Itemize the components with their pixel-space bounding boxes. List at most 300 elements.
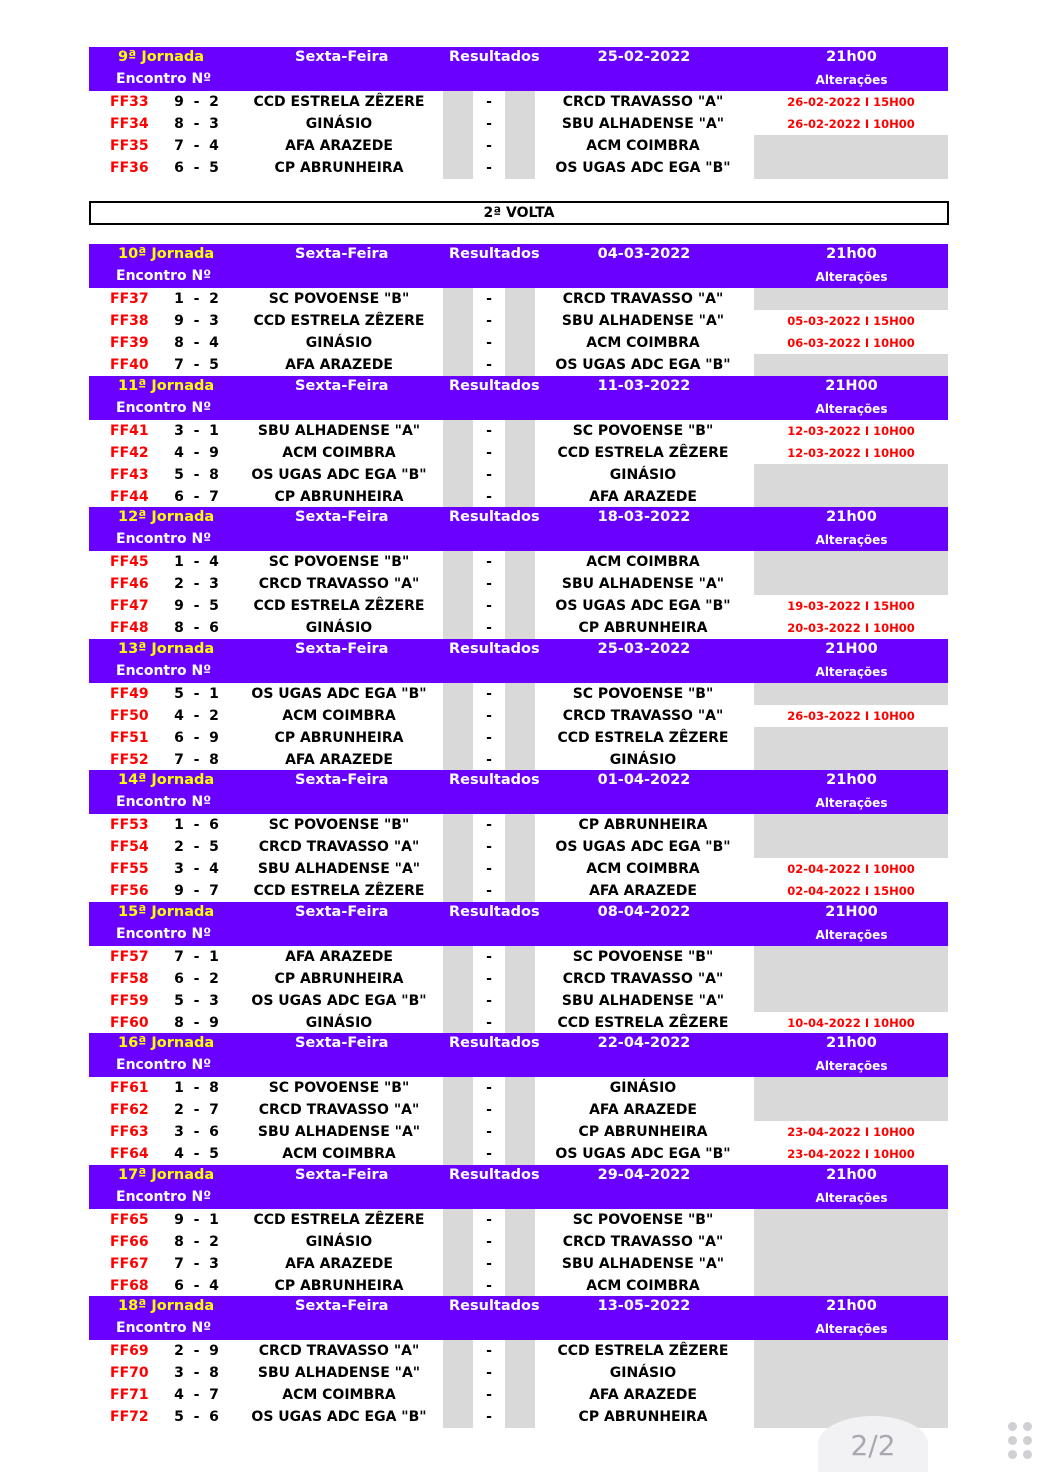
round-title: 17ª Jornada (118, 1167, 215, 1183)
match-row (89, 968, 948, 990)
round-date: 08-04-2022 (597, 904, 691, 920)
home-team: GINÁSIO (305, 620, 373, 636)
match-row (89, 1340, 948, 1362)
seed-separator: - (193, 620, 200, 636)
result-value: - (486, 861, 492, 877)
match-row (89, 91, 948, 113)
home-team: GINÁSIO (305, 1234, 373, 1250)
round-date: 25-02-2022 (597, 49, 691, 65)
home-team: CP ABRUNHEIRA (274, 160, 404, 176)
home-seed: 7 (174, 357, 184, 373)
changes-cell (754, 836, 948, 858)
changes-cell (754, 135, 948, 157)
changes-cell (754, 749, 948, 771)
home-team: ACM COIMBRA (282, 1146, 396, 1162)
result-value: - (486, 489, 492, 505)
changes-label: Alterações (815, 665, 888, 679)
home-seed: 6 (174, 971, 184, 987)
results-label: Resultados (449, 772, 540, 788)
match-code: FF70 (110, 1365, 149, 1381)
results-label: Resultados (449, 49, 540, 65)
match-row (89, 354, 948, 376)
home-team: CP ABRUNHEIRA (274, 1278, 404, 1294)
home-team: SBU ALHADENSE "A" (257, 1124, 421, 1140)
changes-cell (754, 573, 948, 595)
changes-cell (754, 1253, 948, 1275)
home-seed: 6 (174, 730, 184, 746)
away-team: SC POVOENSE "B" (572, 686, 714, 702)
changes-cell (754, 354, 948, 376)
away-team: CCD ESTRELA ZÊZERE (557, 1343, 729, 1359)
seed-separator: - (193, 993, 200, 1009)
changes-label: Alterações (815, 402, 888, 416)
home-team: SC POVOENSE "B" (268, 291, 410, 307)
match-code: FF56 (110, 883, 149, 899)
away-seed: 9 (209, 730, 219, 746)
match-code: FF59 (110, 993, 149, 1009)
away-team: GINÁSIO (609, 1365, 677, 1381)
home-seed: 1 (174, 291, 184, 307)
away-seed: 9 (209, 445, 219, 461)
home-seed: 6 (174, 489, 184, 505)
seed-separator: - (193, 1234, 200, 1250)
away-team: OS UGAS ADC EGA "B" (555, 160, 731, 176)
match-row (89, 727, 948, 749)
match-row (89, 1275, 948, 1297)
away-seed: 5 (209, 357, 219, 373)
round-title: 10ª Jornada (118, 246, 215, 262)
round-header (89, 639, 948, 683)
match-code: FF54 (110, 839, 149, 855)
match-code: FF67 (110, 1256, 149, 1272)
seed-separator: - (193, 598, 200, 614)
result-value: - (486, 1212, 492, 1228)
match-code: FF62 (110, 1102, 149, 1118)
away-seed: 6 (209, 620, 219, 636)
change-note: 26-03-2022 I 10H00 (787, 709, 915, 723)
changes-cell (754, 1340, 948, 1362)
round-title: 16ª Jornada (118, 1035, 215, 1051)
seed-separator: - (193, 1387, 200, 1403)
match-code: FF34 (110, 116, 149, 132)
seed-separator: - (193, 752, 200, 768)
changes-cell (754, 1099, 948, 1121)
changes-cell (754, 464, 948, 486)
seed-separator: - (193, 1409, 200, 1425)
seed-separator: - (193, 1102, 200, 1118)
away-seed: 1 (209, 1212, 219, 1228)
changes-label: Alterações (815, 270, 888, 284)
home-team: OS UGAS ADC EGA "B" (251, 686, 427, 702)
changes-label: Alterações (815, 928, 888, 942)
match-code: FF36 (110, 160, 149, 176)
round-block (89, 244, 948, 376)
home-seed: 2 (174, 1102, 184, 1118)
away-team: CRCD TRAVASSO "A" (562, 971, 724, 987)
away-team: SBU ALHADENSE "A" (561, 576, 725, 592)
away-team: AFA ARAZEDE (589, 883, 697, 899)
changes-cell (754, 157, 948, 179)
match-row (89, 705, 948, 727)
home-seed: 7 (174, 949, 184, 965)
match-row (89, 1406, 948, 1428)
home-seed: 2 (174, 839, 184, 855)
home-team: CRCD TRAVASSO "A" (258, 839, 420, 855)
encounter-label: Encontro Nº (116, 71, 212, 87)
match-row (89, 113, 948, 135)
match-code: FF33 (110, 94, 149, 110)
seed-separator: - (193, 138, 200, 154)
change-note: 26-02-2022 I 10H00 (787, 117, 915, 131)
home-team: CCD ESTRELA ZÊZERE (253, 94, 425, 110)
seed-separator: - (193, 489, 200, 505)
round-time: 21H00 (825, 378, 878, 394)
result-value: - (486, 1234, 492, 1250)
result-value: - (486, 1278, 492, 1294)
changes-label: Alterações (815, 73, 888, 87)
round-time: 21h00 (826, 1035, 877, 1051)
away-seed: 3 (209, 993, 219, 1009)
day-label: Sexta-Feira (295, 772, 389, 788)
change-note: 26-02-2022 I 15H00 (787, 95, 915, 109)
home-team: SC POVOENSE "B" (268, 1080, 410, 1096)
round-header (89, 770, 948, 814)
result-value: - (486, 467, 492, 483)
changes-label: Alterações (815, 796, 888, 810)
seed-separator: - (193, 313, 200, 329)
result-value: - (486, 1102, 492, 1118)
seed-separator: - (193, 686, 200, 702)
seed-separator: - (193, 1124, 200, 1140)
seed-separator: - (193, 1343, 200, 1359)
round-header (89, 1165, 948, 1209)
away-seed: 9 (209, 1343, 219, 1359)
results-label: Resultados (449, 509, 540, 525)
match-row (89, 1253, 948, 1275)
round-date: 25-03-2022 (597, 641, 691, 657)
round-time: 21h00 (826, 772, 877, 788)
seed-separator: - (193, 1146, 200, 1162)
away-seed: 8 (209, 1365, 219, 1381)
encounter-label: Encontro Nº (116, 926, 212, 942)
drag-handle-icon[interactable] (1008, 1422, 1038, 1468)
home-seed: 5 (174, 686, 184, 702)
match-row (89, 288, 948, 310)
away-team: CP ABRUNHEIRA (578, 817, 708, 833)
result-value: - (486, 554, 492, 570)
changes-cell (754, 968, 948, 990)
away-team: SBU ALHADENSE "A" (561, 116, 725, 132)
changes-cell (754, 551, 948, 573)
seed-separator: - (193, 817, 200, 833)
seed-separator: - (193, 730, 200, 746)
seed-separator: - (193, 839, 200, 855)
away-seed: 7 (209, 1102, 219, 1118)
away-team: SBU ALHADENSE "A" (561, 993, 725, 1009)
match-code: FF55 (110, 861, 149, 877)
match-row (89, 858, 948, 880)
home-seed: 7 (174, 752, 184, 768)
result-value: - (486, 445, 492, 461)
change-note: 06-03-2022 I 10H00 (787, 336, 915, 350)
match-row (89, 551, 948, 573)
round-header (89, 376, 948, 420)
round-date: 22-04-2022 (597, 1035, 691, 1051)
away-team: CP ABRUNHEIRA (578, 1124, 708, 1140)
match-row (89, 442, 948, 464)
seed-separator: - (193, 1080, 200, 1096)
match-row (89, 332, 948, 354)
changes-label: Alterações (815, 1059, 888, 1073)
home-team: CP ABRUNHEIRA (274, 730, 404, 746)
seed-separator: - (193, 335, 200, 351)
encounter-label: Encontro Nº (116, 400, 212, 416)
home-seed: 9 (174, 94, 184, 110)
match-code: FF66 (110, 1234, 149, 1250)
seed-separator: - (193, 708, 200, 724)
day-label: Sexta-Feira (295, 1035, 389, 1051)
home-team: SBU ALHADENSE "A" (257, 423, 421, 439)
result-value: - (486, 357, 492, 373)
match-row (89, 836, 948, 858)
away-seed: 2 (209, 971, 219, 987)
result-value: - (486, 1343, 492, 1359)
match-row (89, 990, 948, 1012)
match-code: FF68 (110, 1278, 149, 1294)
result-value: - (486, 708, 492, 724)
away-seed: 7 (209, 1387, 219, 1403)
seed-separator: - (193, 554, 200, 570)
match-row (89, 1384, 948, 1406)
result-value: - (486, 817, 492, 833)
home-team: CRCD TRAVASSO "A" (258, 576, 420, 592)
result-value: - (486, 160, 492, 176)
round-header (89, 1296, 948, 1340)
match-code: FF63 (110, 1124, 149, 1140)
home-team: AFA ARAZEDE (285, 138, 393, 154)
changes-cell (754, 683, 948, 705)
encounter-label: Encontro Nº (116, 663, 212, 679)
match-code: FF35 (110, 138, 149, 154)
seed-separator: - (193, 1256, 200, 1272)
result-value: - (486, 291, 492, 307)
match-code: FF51 (110, 730, 149, 746)
away-seed: 6 (209, 817, 219, 833)
result-value: - (486, 883, 492, 899)
away-seed: 3 (209, 313, 219, 329)
change-note: 12-03-2022 I 10H00 (787, 446, 915, 460)
changes-cell (754, 990, 948, 1012)
home-team: OS UGAS ADC EGA "B" (251, 467, 427, 483)
home-seed: 6 (174, 160, 184, 176)
match-row (89, 1362, 948, 1384)
match-row (89, 157, 948, 179)
seed-separator: - (193, 1278, 200, 1294)
change-note: 23-04-2022 I 10H00 (787, 1147, 915, 1161)
home-team: SBU ALHADENSE "A" (257, 1365, 421, 1381)
seed-separator: - (193, 1365, 200, 1381)
round-title: 15ª Jornada (118, 904, 215, 920)
round-block (89, 639, 948, 771)
seed-separator: - (193, 861, 200, 877)
match-code: FF64 (110, 1146, 149, 1162)
home-team: ACM COIMBRA (282, 445, 396, 461)
changes-cell (754, 1077, 948, 1099)
result-value: - (486, 993, 492, 1009)
day-label: Sexta-Feira (295, 641, 389, 657)
results-label: Resultados (449, 1167, 540, 1183)
away-seed: 6 (209, 1409, 219, 1425)
changes-cell (754, 727, 948, 749)
home-team: ACM COIMBRA (282, 1387, 396, 1403)
match-code: FF71 (110, 1387, 149, 1403)
day-label: Sexta-Feira (295, 378, 389, 394)
seed-separator: - (193, 1212, 200, 1228)
home-seed: 8 (174, 116, 184, 132)
result-value: - (486, 1387, 492, 1403)
results-label: Resultados (449, 641, 540, 657)
result-value: - (486, 1146, 492, 1162)
home-team: AFA ARAZEDE (285, 752, 393, 768)
day-label: Sexta-Feira (295, 904, 389, 920)
away-team: SC POVOENSE "B" (572, 949, 714, 965)
result-value: - (486, 1015, 492, 1031)
round-block (89, 902, 948, 1034)
away-seed: 8 (209, 467, 219, 483)
home-team: SC POVOENSE "B" (268, 554, 410, 570)
result-value: - (486, 116, 492, 132)
changes-cell (754, 288, 948, 310)
match-row (89, 1012, 948, 1034)
away-team: CRCD TRAVASSO "A" (562, 1234, 724, 1250)
away-seed: 3 (209, 576, 219, 592)
seed-separator: - (193, 949, 200, 965)
day-label: Sexta-Feira (295, 49, 389, 65)
away-team: CP ABRUNHEIRA (578, 1409, 708, 1425)
changes-cell (754, 1275, 948, 1297)
home-seed: 9 (174, 313, 184, 329)
result-value: - (486, 138, 492, 154)
round-time: 21h00 (826, 1298, 877, 1314)
home-seed: 4 (174, 1146, 184, 1162)
match-row (89, 595, 948, 617)
match-code: FF37 (110, 291, 149, 307)
match-row (89, 1077, 948, 1099)
encounter-label: Encontro Nº (116, 1057, 212, 1073)
day-label: Sexta-Feira (295, 246, 389, 262)
round-title: 12ª Jornada (118, 509, 215, 525)
home-seed: 2 (174, 576, 184, 592)
home-seed: 5 (174, 467, 184, 483)
changes-label: Alterações (815, 1322, 888, 1336)
away-seed: 3 (209, 1256, 219, 1272)
changes-cell (754, 486, 948, 508)
change-note: 02-04-2022 I 10H00 (787, 862, 915, 876)
result-value: - (486, 1256, 492, 1272)
encounter-label: Encontro Nº (116, 268, 212, 284)
match-row (89, 617, 948, 639)
away-seed: 2 (209, 1234, 219, 1250)
page-indicator: 2/2 (818, 1416, 928, 1472)
match-code: FF58 (110, 971, 149, 987)
encounter-label: Encontro Nº (116, 1320, 212, 1336)
away-team: SC POVOENSE "B" (572, 1212, 714, 1228)
match-code: FF39 (110, 335, 149, 351)
match-row (89, 1099, 948, 1121)
round-title: 9ª Jornada (118, 49, 205, 65)
home-team: SC POVOENSE "B" (268, 817, 410, 833)
match-row (89, 1143, 948, 1165)
match-code: FF65 (110, 1212, 149, 1228)
result-value: - (486, 598, 492, 614)
away-team: AFA ARAZEDE (589, 489, 697, 505)
match-code: FF69 (110, 1343, 149, 1359)
change-note: 20-03-2022 I 10H00 (787, 621, 915, 635)
result-value: - (486, 313, 492, 329)
away-team: GINÁSIO (609, 752, 677, 768)
away-team: OS UGAS ADC EGA "B" (555, 1146, 731, 1162)
round-header (89, 47, 948, 91)
match-row (89, 1209, 948, 1231)
away-team: ACM COIMBRA (586, 554, 700, 570)
results-label: Resultados (449, 1298, 540, 1314)
change-note: 02-04-2022 I 15H00 (787, 884, 915, 898)
away-team: OS UGAS ADC EGA "B" (555, 357, 731, 373)
match-code: FF48 (110, 620, 149, 636)
home-seed: 1 (174, 817, 184, 833)
round-title: 11ª Jornada (118, 378, 215, 394)
match-row (89, 946, 948, 968)
away-team: ACM COIMBRA (586, 1278, 700, 1294)
round-header (89, 1033, 948, 1077)
round-block (89, 47, 948, 179)
home-team: ACM COIMBRA (282, 708, 396, 724)
seed-separator: - (193, 94, 200, 110)
away-team: GINÁSIO (609, 1080, 677, 1096)
match-code: FF38 (110, 313, 149, 329)
away-seed: 7 (209, 883, 219, 899)
match-row (89, 749, 948, 771)
encounter-label: Encontro Nº (116, 1189, 212, 1205)
home-seed: 3 (174, 423, 184, 439)
changes-cell (754, 1231, 948, 1253)
result-value: - (486, 335, 492, 351)
home-team: CP ABRUNHEIRA (274, 971, 404, 987)
away-seed: 4 (209, 1278, 219, 1294)
result-value: - (486, 752, 492, 768)
changes-cell (754, 814, 948, 836)
away-seed: 2 (209, 291, 219, 307)
home-seed: 2 (174, 1343, 184, 1359)
home-seed: 4 (174, 1387, 184, 1403)
away-team: CP ABRUNHEIRA (578, 620, 708, 636)
home-team: CCD ESTRELA ZÊZERE (253, 883, 425, 899)
changes-label: Alterações (815, 1191, 888, 1205)
match-code: FF49 (110, 686, 149, 702)
home-team: AFA ARAZEDE (285, 1256, 393, 1272)
match-code: FF42 (110, 445, 149, 461)
home-seed: 4 (174, 708, 184, 724)
result-value: - (486, 423, 492, 439)
result-value: - (486, 686, 492, 702)
round-time: 21h00 (826, 246, 877, 262)
round-date: 13-05-2022 (597, 1298, 691, 1314)
away-seed: 3 (209, 116, 219, 132)
match-code: FF50 (110, 708, 149, 724)
results-label: Resultados (449, 378, 540, 394)
home-seed: 4 (174, 445, 184, 461)
home-team: CCD ESTRELA ZÊZERE (253, 1212, 425, 1228)
